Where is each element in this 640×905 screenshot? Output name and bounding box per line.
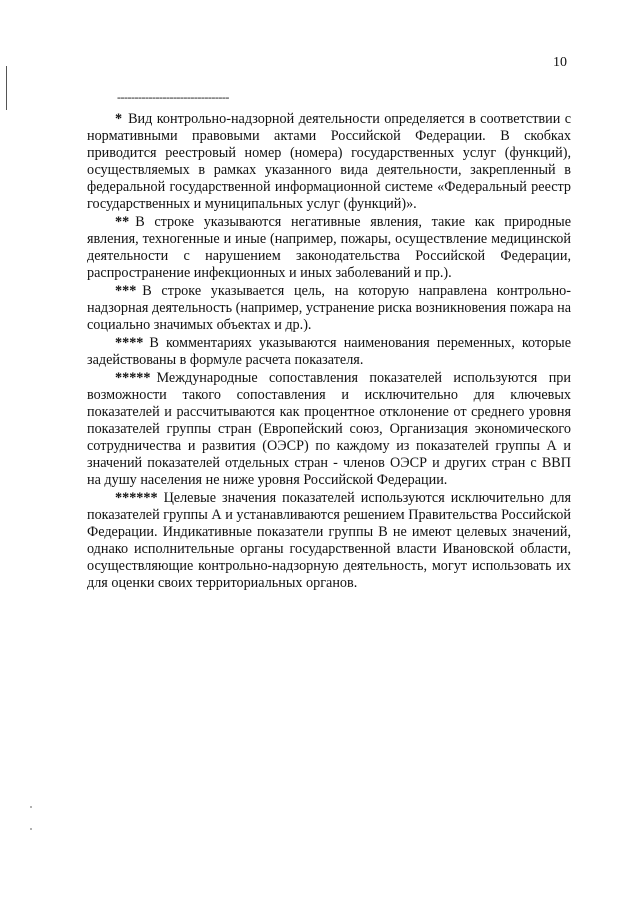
footnote-marker: **** — [115, 335, 144, 351]
footnote-marker: ** — [115, 214, 130, 230]
footnote-6 — [87, 490, 571, 592]
footnote-text: В строке указывается цель, на которую направлена контрольно-надзорная деятельность (например, устранение риска возникновения пожара на социально значимых объектах и др.). — [87, 283, 571, 333]
scan-artifact-dot — [30, 806, 32, 808]
footnotes — [87, 111, 571, 593]
footnote-text: В комментариях указываются наименования переменных, которые задействованы в формуле расчета показателя. — [87, 335, 571, 368]
page-number: 10 — [553, 55, 567, 70]
footnote-marker: ****** — [115, 490, 158, 506]
footnote-text: Международные сопоставления показателей используются при возможности такого сопоставления и исключительно для ключевых показателей и рассчитываются как процентное отклонение от среднего уровня показателей группы стран (Европейский союз, Организация экономического сотрудничества и развития (ОЭСР) по каждому из показателей группы А и значений показателей отдельных стран - членов ОЭСР и других стран с ВВП на душу населения не ниже уровня Российской Федерации. — [87, 370, 571, 488]
footnote-marker: * — [115, 111, 123, 127]
footnote-separator: -------------------------------- — [117, 90, 229, 104]
scan-margin-mark — [6, 66, 7, 110]
scan-artifact-dot — [30, 828, 32, 830]
footnote-3 — [87, 283, 571, 334]
footnote-text: В строке указываются негативные явления, такие как природные явления, техногенные и иные (например, пожары, осуществление медицинской деятельности с нарушением законодательства Российской Федерации, распространение инфекционных и иных заболеваний и пр.). — [87, 214, 571, 281]
footnote-5 — [87, 370, 571, 489]
footnote-marker: ***** — [115, 370, 151, 386]
footnote-1 — [87, 111, 571, 213]
footnote-text: Целевые значения показателей используются исключительно для показателей группы А и устанавливаются решением Правительства Российской Федерации. Индикативные показатели группы В не имеют целевых значений, однако исполнительные органы государственной власти Ивановской области, осуществляющие контрольно-надзорную деятельность, могут использовать их для оценки своих территориальных органов. — [87, 490, 571, 591]
footnote-2 — [87, 214, 571, 282]
footnote-4 — [87, 335, 571, 369]
footnote-text: Вид контрольно-надзорной деятельности определяется в соответствии с нормативными правовыми актами Российской Федерации. В скобках приводится реестровый номер (номера) государственных услуг (функций), осуществляемых в рамках указанного вида деятельности, закрепленный в федеральной государственной информационной системе «Федеральный реестр государственных и муниципальных услуг (функций)». — [87, 111, 571, 212]
footnote-marker: *** — [115, 283, 137, 299]
